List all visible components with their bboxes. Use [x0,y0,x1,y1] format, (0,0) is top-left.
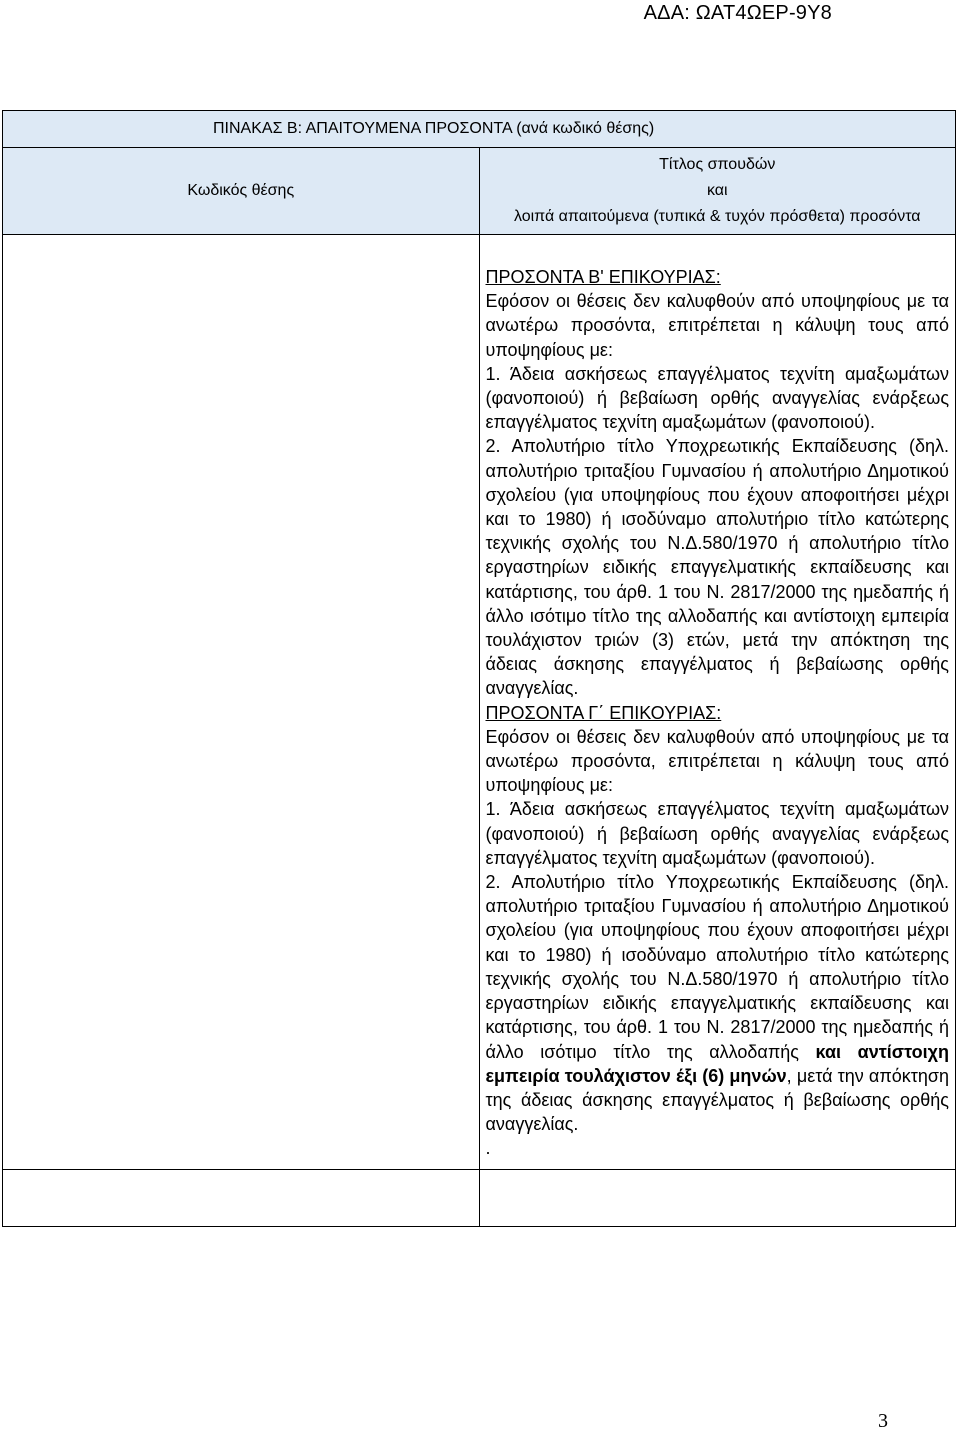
requirements-table [2,110,956,1227]
section-c-intro: Εφόσον οι θέσεις δεν καλυφθούν από υποψηφίους με τα ανωτέρω προσόντα, επιτρέπεται η κάλυψη τους από υποψηφίους με: [485,726,949,796]
section-c-title: ΠΡΟΣΟΝΤΑ Γ΄ ΕΠΙΚΟΥΡΙΑΣ: [485,702,722,723]
header-title-line2: και [706,182,728,199]
section-c-item2-bold: και αντίστοιχη εμπειρία τουλάχιστον έξι (6) μηνών [485,1041,949,1086]
section-c-item2-part1: 2. Απολυτήριο τίτλο Υποχρεωτικής Εκπαίδευσης (δηλ. απολυτήριο τριταξίου Γυμνασίου ή απολυτήριο Δημοτικού σχολείου (για υποψηφίους που έχουν αποφοιτήσει μέχρι και το 1980) ή ισοδύναμο απολυτήριο τίτλο κατώτερης τεχνικής σχολής του Ν.Δ.580/1970 ή απολυτήριο τίτλο εργαστηρίων ειδικής επαγγελματικής εκπαίδευσης και κατάρτισης, του άρθ. 1 του Ν. 2817/2000 της ημεδαπής ή άλλο ισότιμο τίτλο της αλλοδαπής [485,872,949,1062]
ada-code: ΑΔΑ: ΩΑΤ4ΩΕΡ-9Υ8 [643,2,832,24]
section-b-item1: 1. Άδεια ασκήσεως επαγγέλματος τεχνίτη αμαξωμάτων (φανοποιού) ή βεβαίωση ορθής αναγγελίας ενάρξεως επαγγέλματος τεχνίτη αμαξωμάτων (φανοποιού). [485,363,949,433]
header-title-line3: λοιπά απαιτούμενα (τυπικά & τυχόν πρόσθετα) προσόντα [513,208,921,225]
empty-code-cell [3,1169,480,1226]
section-c-trailing: . [485,1138,491,1159]
code-cell [3,235,480,1170]
section-c-item2-part2: , μετά την απόκτηση της άδειας άσκησης επαγγέλματος ή βεβαίωσης ορθής αναγγελίας. [485,1065,949,1135]
section-b-item2: 2. Απολυτήριο τίτλο Υποχρεωτικής Εκπαίδευσης (δηλ. απολυτήριο τριταξίου Γυμνασίου ή απολυτήριο Δημοτικού σχολείου (για υποψηφίους που έχουν αποφοιτήσει μέχρι και το 1980) ή ισοδύναμο απολυτήριο τίτλο κατώτερης τεχνικής σχολής του Ν.Δ.580/1970 ή απολυτήριο τίτλο εργαστηρίων ειδικής επαγγελματικής εκπαίδευσης και κατάρτισης, του άρθ. 1 του Ν. 2817/2000 της ημεδαπής ή άλλο ισότιμο τίτλο της αλλοδαπής και αντίστοιχη εμπειρία τουλάχιστον τριών (3) ετών, μετά την απόκτηση της άδειας άσκησης επαγγέλματος ή βεβαίωσης ορθής αναγγελίας. [485,436,949,699]
header-title-line1: Τίτλος σπουδών [659,156,776,173]
section-b-title: ΠΡΟΣΟΝΤΑ Β' ΕΠΙΚΟΥΡΙΑΣ: [485,267,721,287]
page-number: 3 [878,1410,888,1432]
section-c-item2 [486,870,950,1136]
qualifications-cell [479,235,956,1170]
column-header-title [479,148,956,235]
empty-content-cell [479,1169,956,1226]
column-header-code: Κωδικός θέσης [3,148,480,235]
table-banner: ΠΙΝΑΚΑΣ Β: ΑΠΑΙΤΟΥΜΕΝΑ ΠΡΟΣΟΝΤΑ (ανά κωδικό θέσης) [3,111,956,148]
section-c-item1: 1. Άδεια ασκήσεως επαγγέλματος τεχνίτη αμαξωμάτων (φανοποιού) ή βεβαίωση ορθής αναγγελίας ενάρξεως επαγγέλματος τεχνίτη αμαξωμάτων (φανοποιού). [485,799,949,868]
section-b-intro: Εφόσον οι θέσεις δεν καλυφθούν από υποψηφίους με τα ανωτέρω προσόντα, επιτρέπεται η κάλυψη τους από υποψηφίους με: [485,291,949,360]
